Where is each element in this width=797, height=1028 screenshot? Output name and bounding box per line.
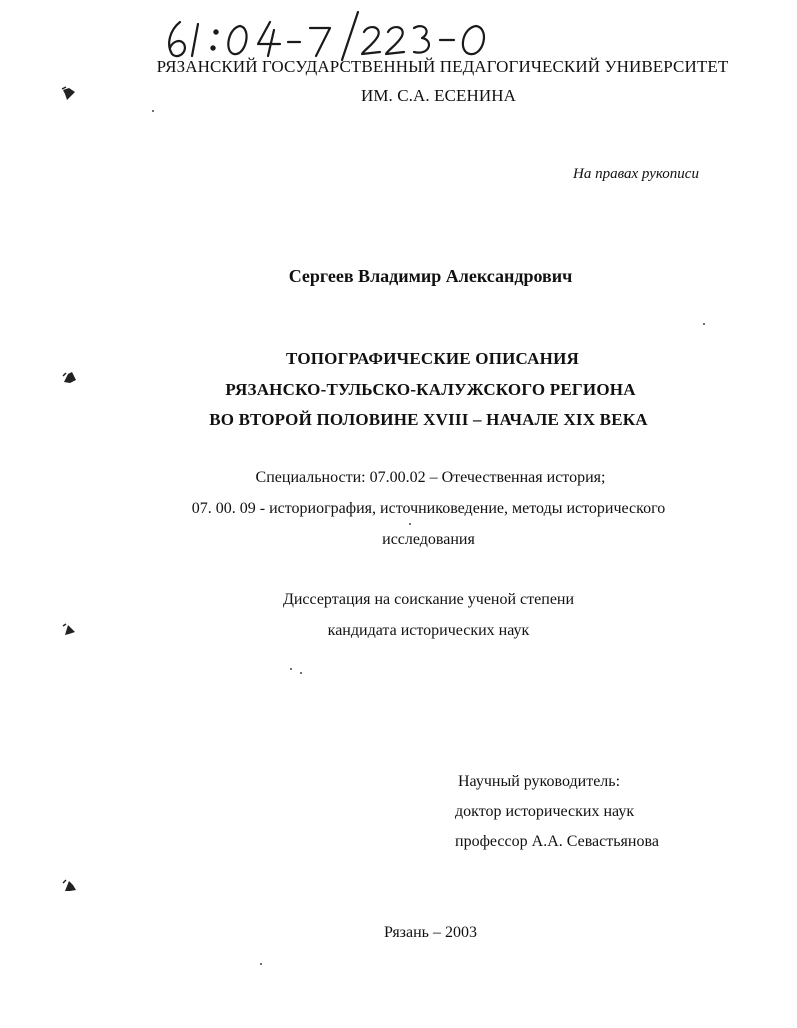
scan-speck (300, 672, 302, 674)
university-named-after: ИМ. С.А. ЕСЕНИНА (360, 86, 517, 105)
handwritten-archive-number (158, 8, 498, 64)
scan-speck (152, 110, 154, 112)
scan-speck (703, 323, 705, 325)
handwritten-number-drawing (158, 8, 498, 64)
scan-speck (409, 523, 411, 525)
supervisor-label: Научный руководитель: (458, 773, 621, 790)
title-line-2: РЯЗАНСКО-ТУЛЬСКО-КАЛУЖСКОГО РЕГИОНА (225, 380, 636, 399)
title-line-3: ВО ВТОРОЙ ПОЛОВИНЕ XVIII – НАЧАЛЕ XIX ВЕКА (209, 410, 648, 429)
city-year: Рязань – 2003 (384, 924, 477, 941)
specialty-line-2: 07. 00. 09 - историография, источниковедение, методы исторического (191, 500, 666, 517)
binding-mark-icon (60, 368, 80, 388)
binding-mark-icon (60, 84, 80, 104)
binding-mark-icon (60, 876, 80, 896)
supervisor-name: профессор А.А. Севастьянова (455, 833, 659, 850)
supervisor-degree: доктор исторических наук (455, 803, 635, 820)
specialty-line-1: Специальности: 07.00.02 – Отечественная история; (255, 469, 606, 486)
scan-speck (290, 668, 292, 670)
specialty-line-3: исследования (382, 531, 475, 548)
scan-speck (260, 963, 262, 965)
binding-mark-icon (60, 620, 80, 640)
degree-line-1: Диссертация на соискание ученой степени (282, 591, 575, 608)
degree-line-2: кандидата исторических наук (327, 622, 530, 639)
author-name: Сергеев Владимир Александрович (288, 266, 573, 286)
rights-note: На правах рукописи (573, 166, 699, 182)
title-line-1: ТОПОГРАФИЧЕСКИЕ ОПИСАНИЯ (286, 349, 579, 368)
university-name: РЯЗАНСКИЙ ГОСУДАРСТВЕННЫЙ ПЕДАГОГИЧЕСКИЙ УНИВЕРСИТЕТ (156, 57, 729, 76)
